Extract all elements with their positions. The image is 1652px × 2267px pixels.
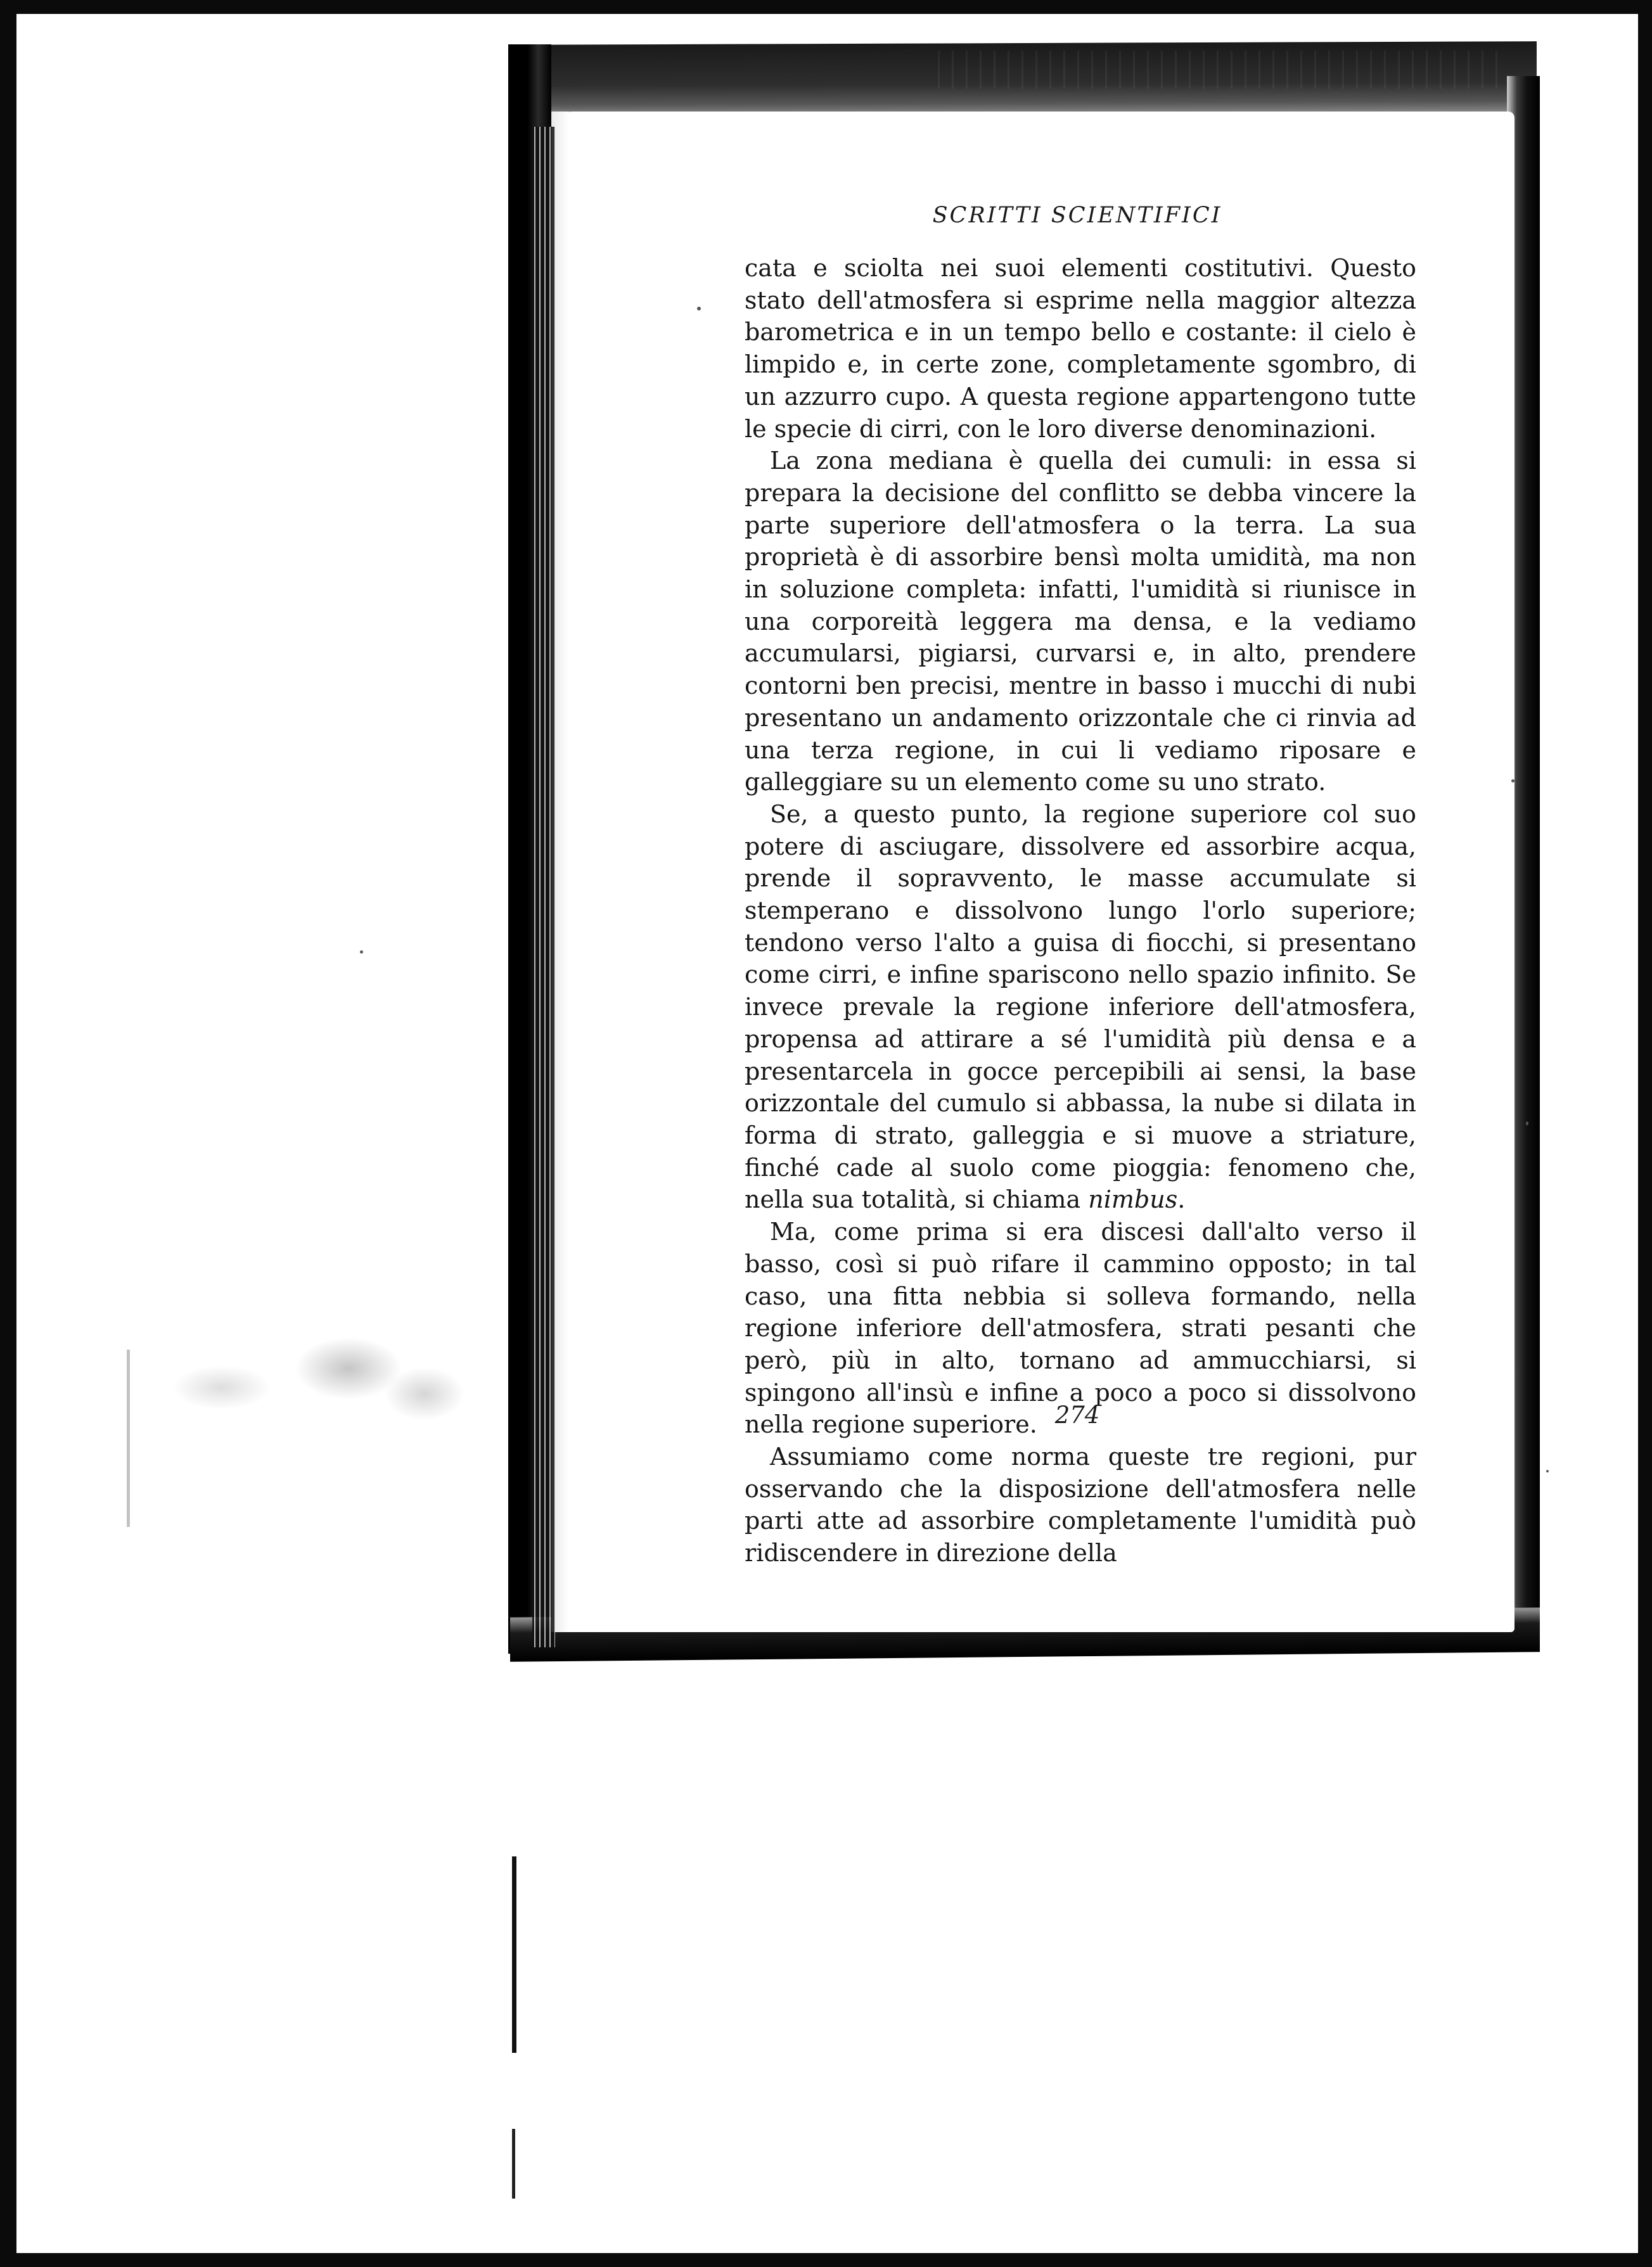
spine-shadow-line-lower bbox=[512, 2129, 515, 2199]
scan-speck bbox=[1526, 1121, 1528, 1125]
scan-smudge-line bbox=[127, 1350, 130, 1527]
scan-speck bbox=[697, 307, 701, 310]
paragraph: Ma, come prima si era discesi dall'alto verso il basso, così si può rifare il cammino opposto; in tal caso, una fitta nebbia si solleva formando, nella regione inferiore dell'atmosfera, strati pesanti che però, più in alto, tornano ad ammucchiarsi, si spingono all'insù e infine a poco a poco si dissolvono nella regione superiore. bbox=[745, 1218, 1416, 1439]
scan-border-bottom bbox=[0, 2253, 1652, 2267]
scan-border-left bbox=[0, 0, 16, 2267]
page-number: 274 bbox=[1054, 1402, 1100, 1429]
scan-border-top bbox=[0, 0, 1652, 14]
spine-shadow-line bbox=[512, 1856, 516, 2053]
paragraph: Assumiamo come norma queste tre regioni, pur osservando che la disposizione dell'atmosfera nelle parti atte ad assorbire completamente l'umidità può ridiscendere in direzione della bbox=[745, 1443, 1416, 1568]
scan-smudge bbox=[95, 1293, 501, 1483]
body-text bbox=[745, 252, 1416, 1569]
book-cover-texture bbox=[938, 51, 1508, 89]
scan-border-right bbox=[1638, 0, 1652, 2267]
running-head: SCRITTI SCIENTIFICI bbox=[932, 203, 1222, 228]
book-page-stack bbox=[532, 127, 555, 1647]
paragraph: cata e sciolta nei suoi elementi costitutivi. Questo stato dell'atmosfera si esprime nella maggior altezza barometrica e in un tempo bello e costante: il cielo è limpido e, in certe zone, completamente sgombro, di un azzurro cupo. A questa regione appartengono tutte le specie di cirri, con le loro diverse denominazioni. bbox=[745, 254, 1416, 443]
scan-speck bbox=[1511, 779, 1514, 782]
scan-speck bbox=[1546, 1470, 1549, 1472]
paragraph: La zona mediana è quella dei cumuli: in essa si prepara la decisione del conflitto se debba vincere la parte superiore dell'atmosfera o la terra. La sua proprietà è di assorbire bensì molta umidità, ma non in soluzione completa: infatti, l'umidità si riunisce in una corporeità leggera ma densa, e la vediamo accumularsi, pigiarsi, curvarsi e, in alto, prendere contorni ben precisi, mentre in basso i mucchi di nubi presentano un andamento orizzontale che ci rinvia ad una terza regione, in cui li vediamo riposare e galleggiare su un elemento come su uno strato. bbox=[745, 447, 1416, 796]
paragraph bbox=[745, 798, 1416, 1216]
emphasized-term: nimbus bbox=[1088, 1185, 1178, 1214]
punctuation: . bbox=[1177, 1185, 1186, 1214]
paragraph-text: Se, a questo punto, la regione superiore col suo potere di asciugare, dissolvere ed assorbire acqua, prende il sopravvento, le masse accumulate si stemperano e dissolvono lungo l'orlo superiore; tendono verso l'alto a guisa di fiocchi, si presentano come cirri, e infine spariscono nello spazio infinito. Se invece prevale la regione inferiore dell'atmosfera, propensa ad attirare a sé l'umidità più densa e a presentarcela in gocce percepibili ai sensi, la base orizzontale del cumulo si abbassa, la nube si dilata in forma di strato, galleggia e si muove a striature, finché cade al suolo come pioggia: fenomeno che, nella sua totalità, si chiama bbox=[745, 800, 1416, 1214]
scan-speck bbox=[360, 950, 363, 954]
